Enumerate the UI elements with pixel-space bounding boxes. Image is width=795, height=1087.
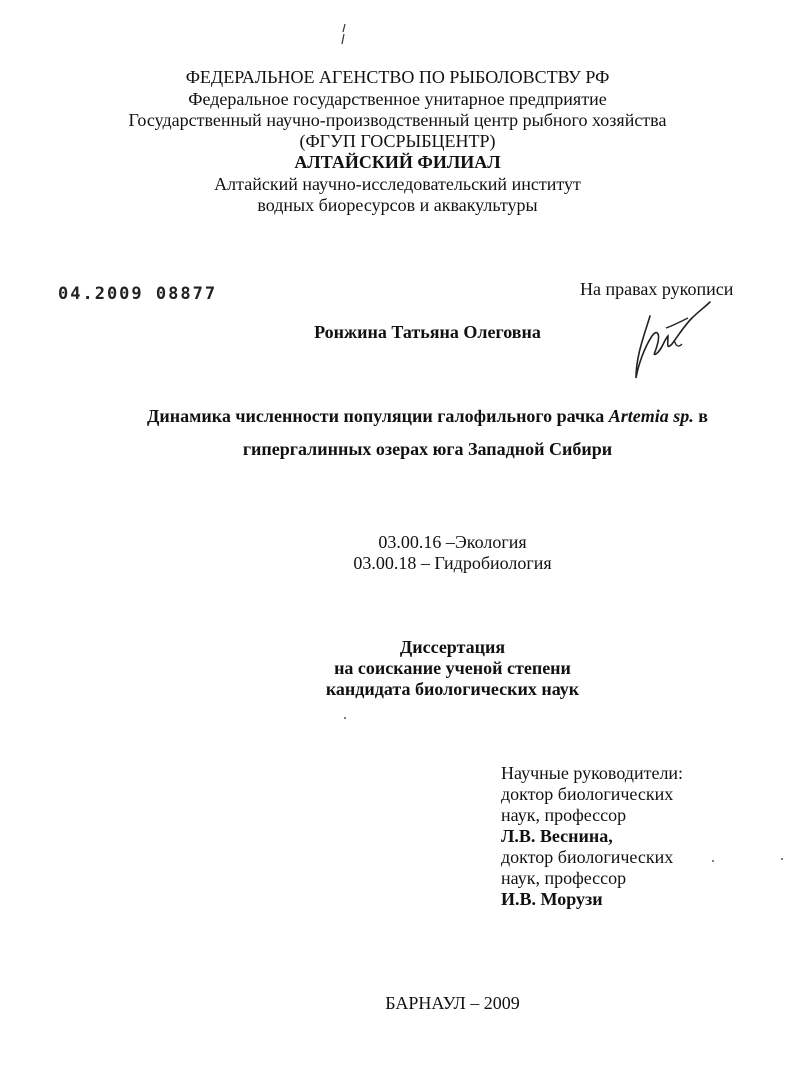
supervisor-2-title: доктор биологических [501, 847, 674, 867]
center-line: Государственный научно-производственный центр рыбного хозяйства [128, 110, 667, 130]
city-year: БАРНАУЛ – 2009 [385, 993, 520, 1013]
degree-line-1: на соискание ученой степени [334, 658, 571, 678]
abbrev-line: (ФГУП ГОСРЫБЦЕНТР) [299, 131, 496, 151]
ink-mark [340, 22, 348, 46]
branch-name: АЛТАЙСКИЙ ФИЛИАЛ [294, 152, 501, 172]
institute-line-1: Алтайский научно-исследовательский институт [214, 174, 581, 194]
specialty-2: 03.00.18 – Гидробиология [353, 553, 552, 573]
dissertation-label: Диссертация [399, 637, 506, 657]
supervisor-2-rank: наук, профессор [501, 868, 627, 888]
scan-speck [781, 858, 783, 860]
scan-speck [712, 860, 714, 862]
dissertation-title-line-2: гипергалинных озерах юга Западной Сибири [242, 439, 613, 459]
supervisor-1-rank: наук, профессор [501, 805, 627, 825]
dissertation-title-line-1 [0, 406, 795, 427]
scan-speck [344, 717, 346, 719]
supervisor-1-name: Л.В. Веснина, [501, 826, 613, 846]
agency-name: ФЕДЕРАЛЬНОЕ АГЕНСТВО ПО РЫБОЛОВСТВУ РФ [185, 67, 610, 87]
title-part-2: в [693, 406, 708, 426]
supervisor-2-name: И.В. Морузи [501, 889, 603, 909]
degree-line-2: кандидата биологических наук [325, 679, 580, 699]
title-species: Artemia sp. [608, 406, 694, 426]
title-part-1: Динамика численности популяции галофильного рачка [147, 406, 609, 426]
author-name: Ронжина Татьяна Олеговна [314, 322, 541, 342]
supervisor-1-title: доктор биологических [501, 784, 674, 804]
manuscript-note: На правах рукописи [580, 279, 734, 299]
registration-stamp: 04.2009 08877 [58, 284, 218, 304]
enterprise-line: Федеральное государственное унитарное предприятие [188, 89, 607, 109]
specialty-1: 03.00.16 –Экология [378, 532, 527, 552]
supervisors-heading: Научные руководители: [501, 763, 684, 783]
institute-line-2: водных биоресурсов и аквакультуры [257, 195, 538, 215]
